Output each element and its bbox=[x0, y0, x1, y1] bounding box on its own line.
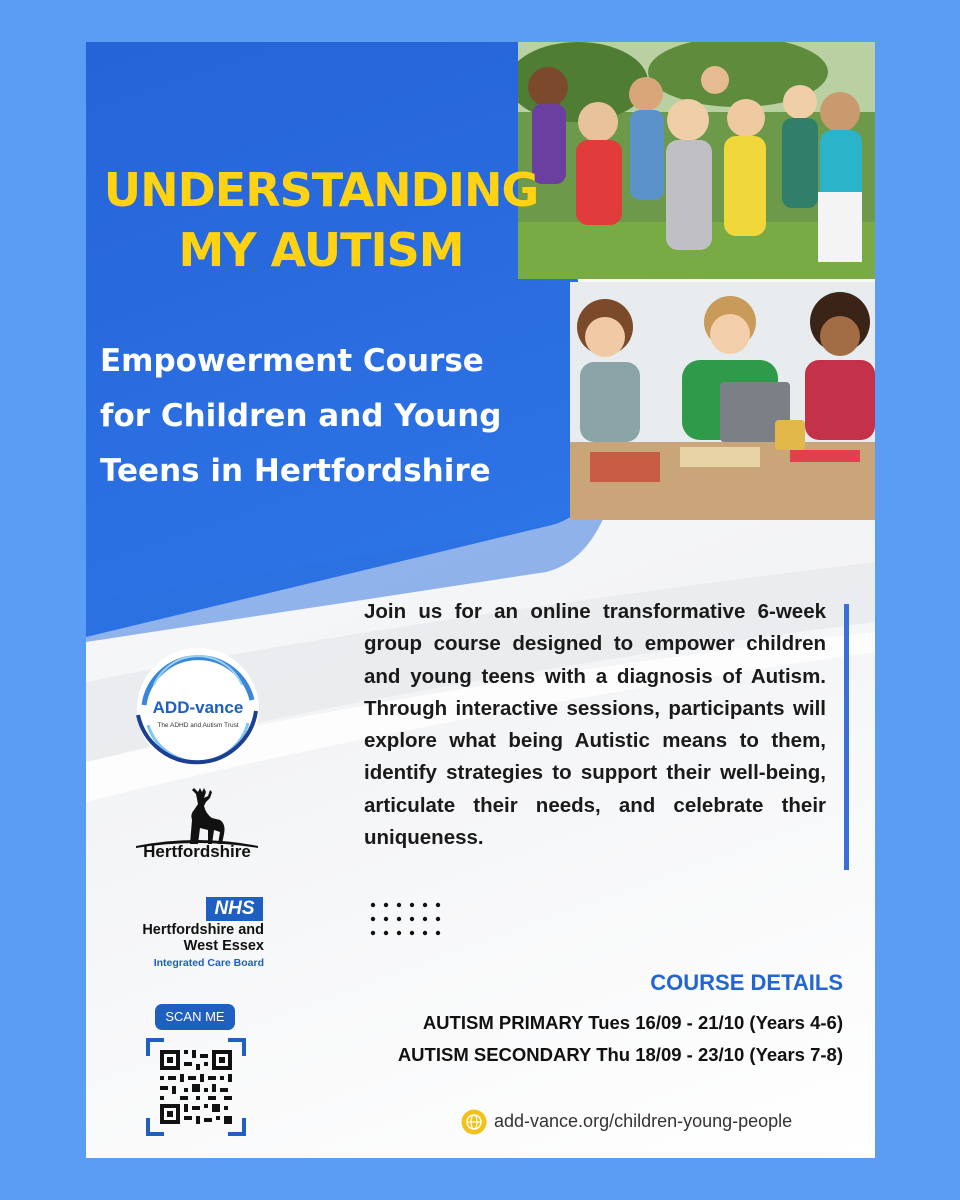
qr-code[interactable] bbox=[146, 1038, 246, 1136]
addvance-logo bbox=[134, 645, 262, 773]
course-details-heading: COURSE DETAILS bbox=[650, 970, 843, 995]
nhs-logo: NHS bbox=[206, 897, 263, 921]
decorative-dots bbox=[370, 902, 450, 942]
website-link[interactable]: add-vance.org/children-young-people bbox=[494, 1111, 793, 1131]
children-outdoors-photo bbox=[518, 42, 875, 279]
nhs-org-name bbox=[116, 922, 264, 954]
course-primary-dates: AUTISM PRIMARY Tues 16/09 - 21/10 (Years 4-6) bbox=[422, 1012, 843, 1033]
description-accent-bar bbox=[844, 604, 849, 870]
nhs-org-subtitle: Integrated Care Board bbox=[153, 957, 264, 969]
nhs-org-line-2: West Essex bbox=[183, 938, 264, 954]
poster bbox=[86, 42, 875, 1158]
scan-me-label: SCAN ME bbox=[155, 1004, 235, 1030]
poster-subtitle bbox=[100, 334, 600, 499]
title-line-1: UNDERSTANDING bbox=[103, 163, 539, 217]
addvance-tagline: The ADHD and Autism Trust bbox=[157, 722, 239, 729]
globe-icon bbox=[461, 1109, 487, 1135]
addvance-name: ADD-vance bbox=[152, 698, 244, 717]
subtitle-line-3: Teens in Hertfordshire bbox=[100, 453, 491, 489]
title-line-2: MY AUTISM bbox=[178, 223, 464, 277]
children-laptops-photo bbox=[570, 282, 875, 520]
course-description: Join us for an online transformative 6-week group course designed to empower children and young teens with a diagnosis of Autism. Through interactive sessions, participants will explore what being Autistic means to them, identify strategies to support their well-being, articulate their needs, and celebrate their uniqueness. bbox=[364, 600, 826, 850]
hertfordshire-label: Hertfordshire bbox=[143, 842, 251, 861]
subtitle-line-2: for Children and Young bbox=[100, 398, 502, 434]
course-secondary-dates: AUTISM SECONDARY Thu 18/09 - 23/10 (Years 7-8) bbox=[397, 1044, 843, 1065]
nhs-org-line-1: Hertfordshire and bbox=[142, 922, 264, 938]
subtitle-line-1: Empowerment Course bbox=[100, 343, 484, 379]
poster-title bbox=[86, 160, 556, 280]
